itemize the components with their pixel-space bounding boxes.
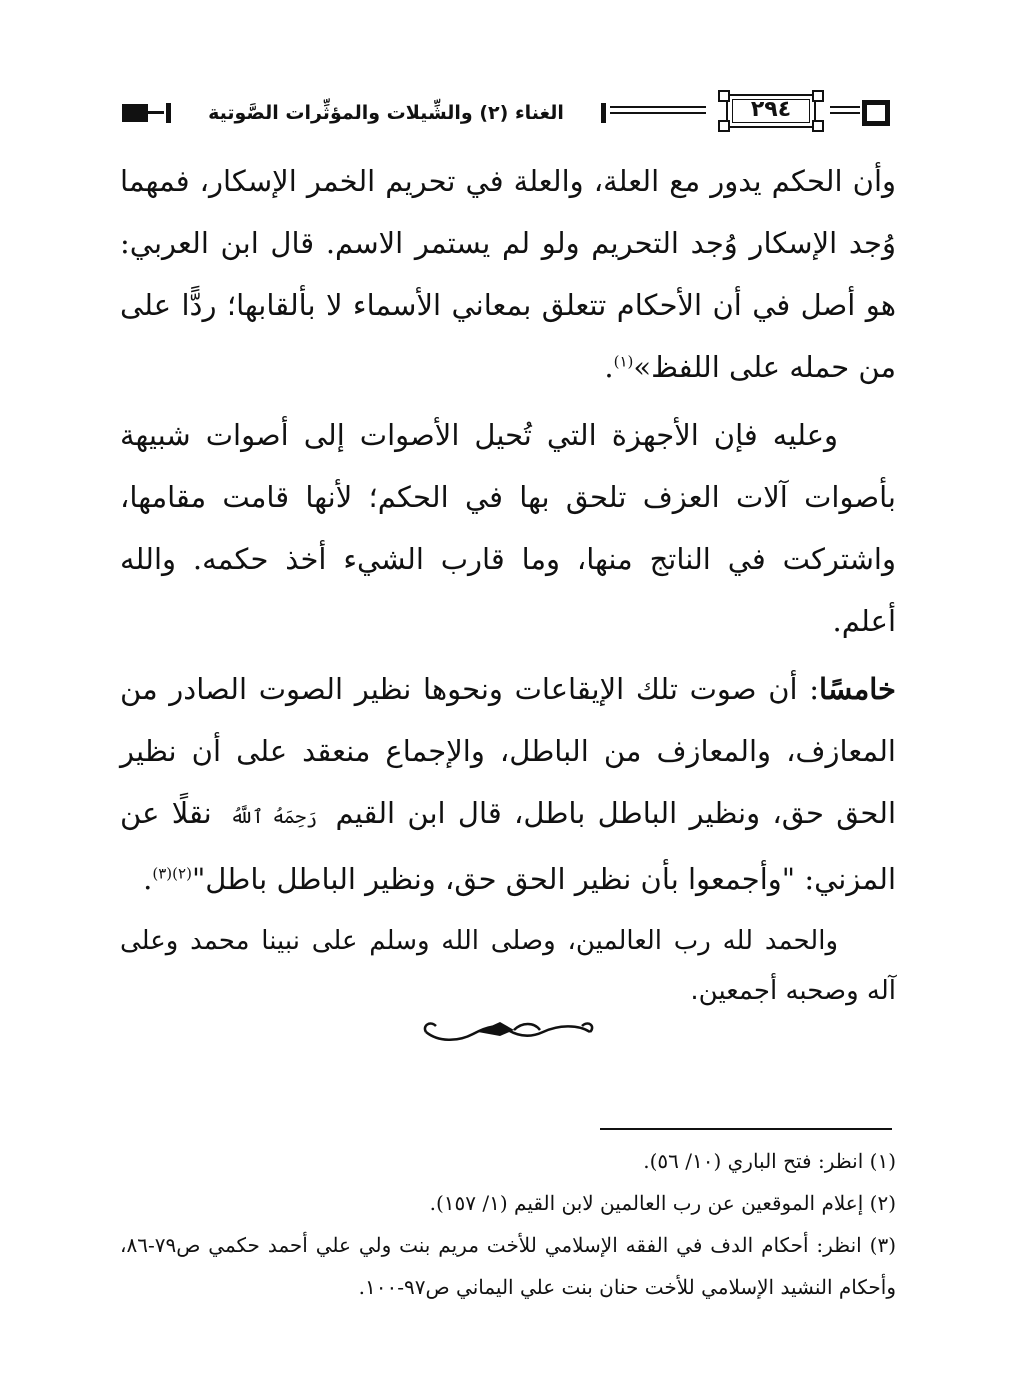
header-double-rule: [610, 106, 706, 114]
header-ornament-block: [122, 104, 148, 122]
header-ornament-bar: [148, 111, 164, 114]
footnote-refs-2-3[interactable]: (٢)(٣): [152, 864, 192, 883]
paragraph-3-label: خامسًا: [818, 672, 896, 706]
paragraph-1: [120, 150, 896, 398]
main-text: [120, 150, 896, 1016]
closing-paragraph: [120, 916, 896, 1016]
paragraph-2-text: وعليه فإن الأجهزة التي تُحيل الأصوات إلى أصوات شبيهة بأصوات آلات العزف تلحق بها في الحكم؛ لأنها قامت مقامها، واشتركت في الناتج منها، وما قارب الشيء أخذ حكمه. والله أعلم.: [120, 418, 896, 638]
paragraph-2: [120, 404, 896, 652]
footnote-text: انظر: فتح الباري (١٠/ ٥٦).: [643, 1149, 864, 1173]
paragraph-1-text: وأن الحكم يدور مع العلة، والعلة في تحريم الخمر الإسكار، فمهما وُجد الإسكار وُجد التحريم ولو لم يستمر الاسم. قال ابن العربي: هو أصل في أن الأحكام تتعلق بمعاني الأسماء لا بألقابها؛ ردًّا على من حمله على اللفظ»: [120, 164, 896, 384]
paragraph-3-end: .: [143, 862, 153, 896]
footnote-2: [120, 1182, 896, 1224]
header-ornament-square: [862, 100, 890, 126]
page-number-frame: [712, 90, 830, 134]
footnote-number: (٢): [869, 1191, 896, 1215]
footnote-1: [120, 1140, 896, 1182]
footnote-separator: [600, 1128, 892, 1130]
paragraph-3-text-a: : أن صوت تلك الإيقاعات ونحوها نظير الصوت الصادر من المعازف، والمعازف من الباطل، والإجماع منعقد على أن نظير الحق حق، ونظير الباطل باطل، قال ابن القيم: [120, 672, 897, 830]
header-double-rule-short: [830, 106, 860, 114]
footnote-text: انظر: أحكام الدف في الفقه الإسلامي للأخت مريم بنت ولي علي أحمد حكمي ص٧٩-٨٦، وأحكام النشيد الإسلامي للأخت حنان بنت علي اليماني ص٩٧-١٠٠.: [120, 1233, 896, 1299]
frame-corner: [812, 90, 824, 102]
honorific-glyph: رَحِمَهُ ٱللَّهُ: [230, 806, 318, 828]
frame-corner: [718, 120, 730, 132]
section-end-ornament: [418, 1012, 598, 1048]
running-header: [122, 90, 892, 136]
paragraph-1-end: .: [604, 350, 614, 384]
footnote-ref-1[interactable]: (١): [613, 352, 634, 371]
footnote-3: [120, 1224, 896, 1308]
footnote-number: (١): [869, 1149, 896, 1173]
closing-text: والحمد لله رب العالمين، وصلى الله وسلم على نبينا محمد وعلى آله وصحبه أجمعين.: [120, 926, 896, 1006]
footnote-text: إعلام الموقعين عن رب العالمين لابن القيم (١/ ١٥٧).: [429, 1191, 864, 1215]
frame-corner: [718, 90, 730, 102]
page-number: ٢٩٤: [750, 97, 792, 122]
paragraph-3-text-b: نقلًا عن المزني: "وأجمعوا بأن نظير الحق حق، ونظير الباطل باطل": [120, 796, 896, 896]
footnote-number: (٣): [869, 1233, 896, 1257]
frame-corner: [812, 120, 824, 132]
header-title: الغناء (٢) والشِّيلات والمؤثِّرات الصَّوتية: [166, 96, 606, 130]
paragraph-3: [120, 658, 896, 910]
footnotes: [120, 1140, 896, 1308]
